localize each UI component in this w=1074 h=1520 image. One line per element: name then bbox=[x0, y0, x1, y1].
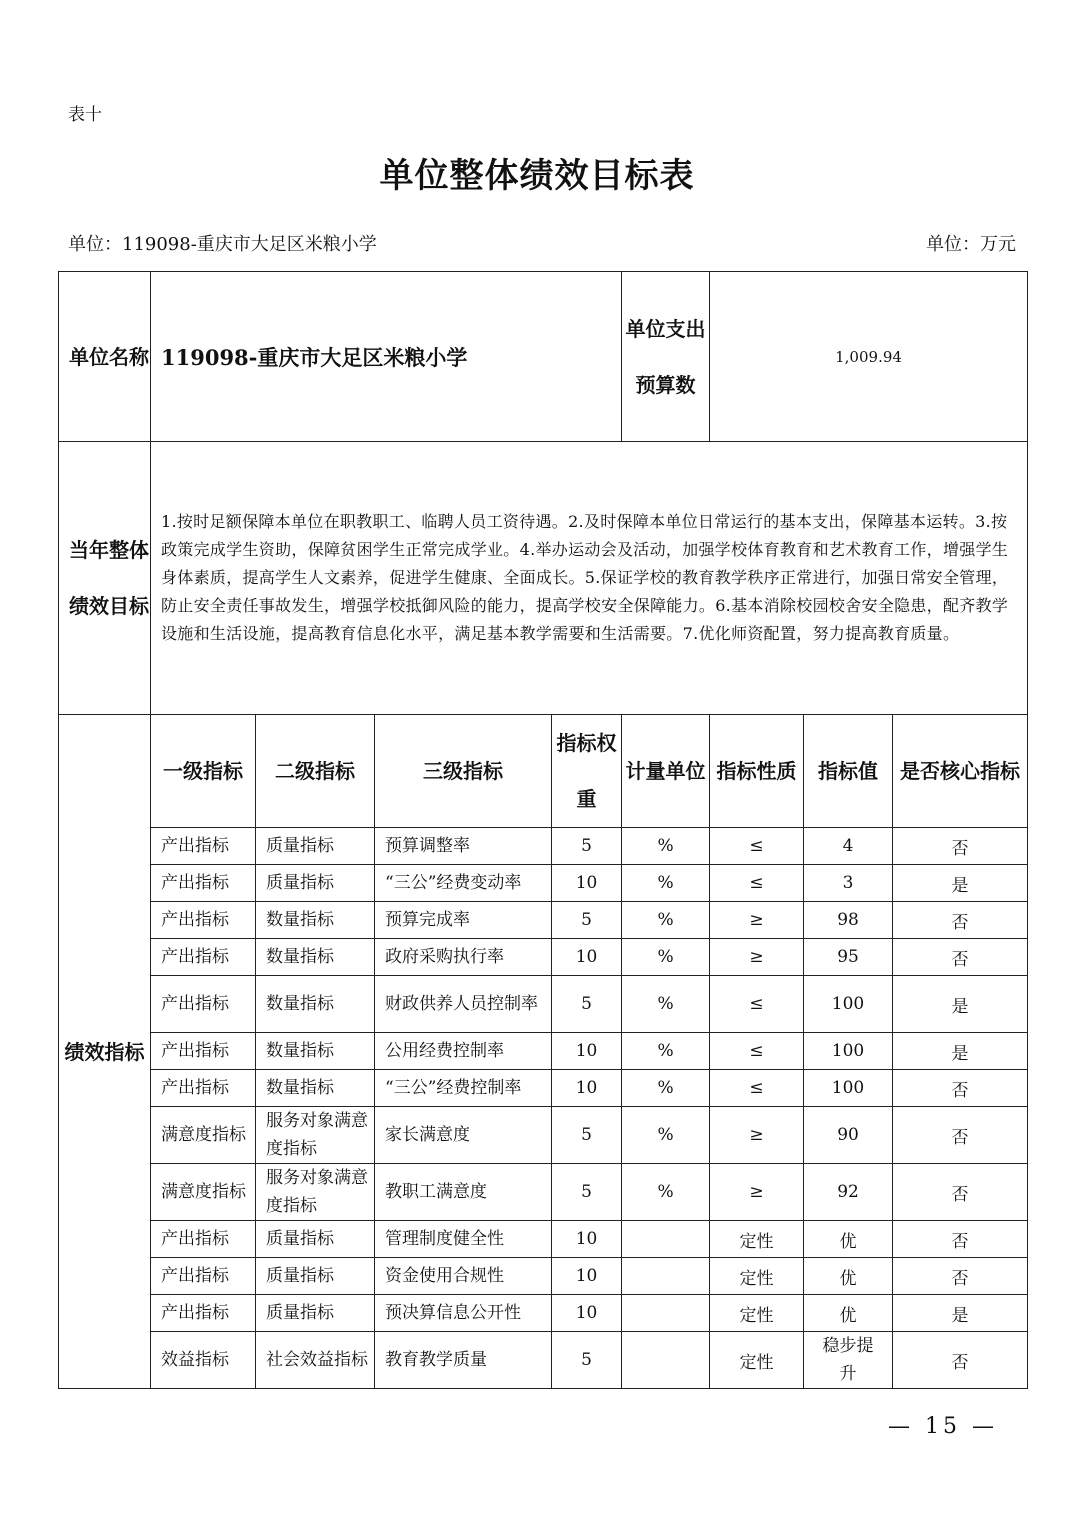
row-unit: % bbox=[622, 902, 710, 939]
row-nature: ≤ bbox=[710, 1033, 804, 1070]
row-level3: 预决算信息公开性 bbox=[375, 1295, 552, 1332]
row-weight: 10 bbox=[552, 1033, 622, 1070]
row-core: 否 bbox=[893, 828, 1028, 865]
row-weight: 10 bbox=[552, 1070, 622, 1107]
unit-name-value: 119098-重庆市大足区米粮小学 bbox=[151, 272, 622, 442]
header-value: 指标值 bbox=[804, 715, 893, 828]
row-nature: ≤ bbox=[710, 828, 804, 865]
row-weight: 5 bbox=[552, 1332, 622, 1389]
row-unit: % bbox=[622, 1107, 710, 1164]
row-core: 否 bbox=[893, 1070, 1028, 1107]
row-level2: 数量指标 bbox=[256, 1033, 375, 1070]
row-level1: 产出指标 bbox=[151, 1033, 256, 1070]
indicator-row bbox=[59, 828, 1028, 865]
annual-goal-text: 1.按时足额保障本单位在职教职工、临聘人员工资待遇。2.及时保障本单位日常运行的基本支出，保障基本运转。3.按政策完成学生资助，保障贫困学生正常完成学业。4.举办运动会及活动，加强学校体育教育和艺术教育工作，增强学生身体素质，提高学生人文素养，促进学生健康、全面成长。5.保证学校的教育教学秩序正常进行，加强日常安全管理，防止安全责任事故发生，增强学校抵御风险的能力，提高学校安全保障能力。6.基本消除校园校舍安全隐患，配齐教学设施和生活设施，提高教育信息化水平，满足基本教学需要和生活需要。7.优化师资配置，努力提高教育质量。 bbox=[151, 442, 1028, 715]
indicator-row bbox=[59, 1221, 1028, 1258]
row-level1: 产出指标 bbox=[151, 1295, 256, 1332]
indicator-row bbox=[59, 1070, 1028, 1107]
indicator-row bbox=[59, 1332, 1028, 1389]
row-level3: 家长满意度 bbox=[375, 1107, 552, 1164]
row-core: 否 bbox=[893, 1221, 1028, 1258]
row-value: 92 bbox=[804, 1164, 893, 1221]
row-value: 98 bbox=[804, 902, 893, 939]
header-core: 是否核心指标 bbox=[893, 715, 1028, 828]
row-level2: 质量指标 bbox=[256, 865, 375, 902]
indicator-row bbox=[59, 1107, 1028, 1164]
row-value: 100 bbox=[804, 976, 893, 1033]
row-level2: 服务对象满意度指标 bbox=[256, 1107, 375, 1164]
row-core: 否 bbox=[893, 1332, 1028, 1389]
row-weight: 5 bbox=[552, 976, 622, 1033]
row-level3: 公用经费控制率 bbox=[375, 1033, 552, 1070]
row-weight: 10 bbox=[552, 1258, 622, 1295]
row-nature: 定性 bbox=[710, 1332, 804, 1389]
row-nature: ≥ bbox=[710, 902, 804, 939]
row-value: 90 bbox=[804, 1107, 893, 1164]
row-level1: 产出指标 bbox=[151, 828, 256, 865]
header-level1: 一级指标 bbox=[151, 715, 256, 828]
row-level1: 产出指标 bbox=[151, 1221, 256, 1258]
row-nature: ≤ bbox=[710, 865, 804, 902]
budget-label: 单位支出预算数 bbox=[622, 272, 710, 442]
header-level3: 三级指标 bbox=[375, 715, 552, 828]
row-unit bbox=[622, 1258, 710, 1295]
row-nature: 定性 bbox=[710, 1295, 804, 1332]
row-level3: 财政供养人员控制率 bbox=[375, 976, 552, 1033]
row-level3: “三公”经费控制率 bbox=[375, 1070, 552, 1107]
row-core: 是 bbox=[893, 1295, 1028, 1332]
page-number: — 15 — bbox=[888, 1414, 998, 1439]
row-level2: 质量指标 bbox=[256, 828, 375, 865]
row-nature: ≥ bbox=[710, 1164, 804, 1221]
row-core: 否 bbox=[893, 1164, 1028, 1221]
row-unit bbox=[622, 1295, 710, 1332]
unit-name-line: 单位：119098-重庆市大足区米粮小学 bbox=[68, 234, 377, 255]
row-unit bbox=[622, 1221, 710, 1258]
row-value: 稳步提升 bbox=[804, 1332, 893, 1389]
row-level2: 质量指标 bbox=[256, 1221, 375, 1258]
row-level2: 质量指标 bbox=[256, 1258, 375, 1295]
row-level2: 数量指标 bbox=[256, 1070, 375, 1107]
row-core: 是 bbox=[893, 1033, 1028, 1070]
indicator-row bbox=[59, 1258, 1028, 1295]
row-weight: 10 bbox=[552, 1295, 622, 1332]
row-level1: 产出指标 bbox=[151, 1258, 256, 1295]
row-weight: 10 bbox=[552, 939, 622, 976]
row-value: 优 bbox=[804, 1295, 893, 1332]
currency-unit: 单位：万元 bbox=[926, 234, 1016, 255]
row-level2: 服务对象满意度指标 bbox=[256, 1164, 375, 1221]
row-value: 3 bbox=[804, 865, 893, 902]
row-level3: “三公”经费变动率 bbox=[375, 865, 552, 902]
row-nature: ≤ bbox=[710, 976, 804, 1033]
indicator-row bbox=[59, 865, 1028, 902]
row-core: 否 bbox=[893, 1107, 1028, 1164]
row-level2: 数量指标 bbox=[256, 976, 375, 1033]
row-unit: % bbox=[622, 1070, 710, 1107]
row-nature: ≥ bbox=[710, 939, 804, 976]
row-level2: 质量指标 bbox=[256, 1295, 375, 1332]
row-core: 否 bbox=[893, 902, 1028, 939]
row-unit: % bbox=[622, 976, 710, 1033]
row-level1: 效益指标 bbox=[151, 1332, 256, 1389]
row-value: 100 bbox=[804, 1070, 893, 1107]
row-nature: 定性 bbox=[710, 1258, 804, 1295]
row-weight: 5 bbox=[552, 902, 622, 939]
performance-target-table bbox=[58, 271, 1028, 1389]
row-weight: 5 bbox=[552, 1107, 622, 1164]
budget-value: 1,009.94 bbox=[710, 272, 1028, 442]
row-level3: 教职工满意度 bbox=[375, 1164, 552, 1221]
indicator-row bbox=[59, 902, 1028, 939]
row-unit: % bbox=[622, 1164, 710, 1221]
row-nature: ≥ bbox=[710, 1107, 804, 1164]
row-level1: 产出指标 bbox=[151, 976, 256, 1033]
row-level3: 预算调整率 bbox=[375, 828, 552, 865]
row-unit: % bbox=[622, 865, 710, 902]
annual-goal-label: 当年整体绩效目标 bbox=[59, 442, 151, 715]
row-core: 是 bbox=[893, 976, 1028, 1033]
row-level2: 数量指标 bbox=[256, 902, 375, 939]
row-core: 是 bbox=[893, 865, 1028, 902]
row-unit: % bbox=[622, 1033, 710, 1070]
row-weight: 5 bbox=[552, 1164, 622, 1221]
row-level3: 教育教学质量 bbox=[375, 1332, 552, 1389]
row-unit: % bbox=[622, 939, 710, 976]
row-unit bbox=[622, 1332, 710, 1389]
row-value: 4 bbox=[804, 828, 893, 865]
header-unit: 计量单位 bbox=[622, 715, 710, 828]
row-weight: 10 bbox=[552, 865, 622, 902]
row-level2: 数量指标 bbox=[256, 939, 375, 976]
header-nature: 指标性质 bbox=[710, 715, 804, 828]
row-level1: 产出指标 bbox=[151, 939, 256, 976]
row-value: 100 bbox=[804, 1033, 893, 1070]
row-nature: 定性 bbox=[710, 1221, 804, 1258]
row-level1: 产出指标 bbox=[151, 1070, 256, 1107]
row-nature: ≤ bbox=[710, 1070, 804, 1107]
table-label: 表十 bbox=[68, 105, 102, 125]
row-value: 95 bbox=[804, 939, 893, 976]
row-value: 优 bbox=[804, 1258, 893, 1295]
row-level1: 产出指标 bbox=[151, 902, 256, 939]
indicator-row bbox=[59, 1164, 1028, 1221]
row-level3: 资金使用合规性 bbox=[375, 1258, 552, 1295]
indicator-row bbox=[59, 976, 1028, 1033]
row-level3: 预算完成率 bbox=[375, 902, 552, 939]
row-value: 优 bbox=[804, 1221, 893, 1258]
row-core: 否 bbox=[893, 1258, 1028, 1295]
row-level1: 产出指标 bbox=[151, 865, 256, 902]
row-weight: 10 bbox=[552, 1221, 622, 1258]
indicator-row bbox=[59, 1295, 1028, 1332]
header-weight: 指标权重 bbox=[552, 715, 622, 828]
row-level3: 政府采购执行率 bbox=[375, 939, 552, 976]
indicator-row bbox=[59, 939, 1028, 976]
header-level2: 二级指标 bbox=[256, 715, 375, 828]
indicators-section-label: 绩效指标 bbox=[59, 715, 151, 1389]
row-weight: 5 bbox=[552, 828, 622, 865]
row-level3: 管理制度健全性 bbox=[375, 1221, 552, 1258]
indicator-row bbox=[59, 1033, 1028, 1070]
row-core: 否 bbox=[893, 939, 1028, 976]
page-title: 单位整体绩效目标表 bbox=[379, 156, 695, 196]
row-level1: 满意度指标 bbox=[151, 1107, 256, 1164]
row-unit: % bbox=[622, 828, 710, 865]
unit-name-label: 单位名称 bbox=[59, 272, 151, 442]
row-level1: 满意度指标 bbox=[151, 1164, 256, 1221]
row-level2: 社会效益指标 bbox=[256, 1332, 375, 1389]
